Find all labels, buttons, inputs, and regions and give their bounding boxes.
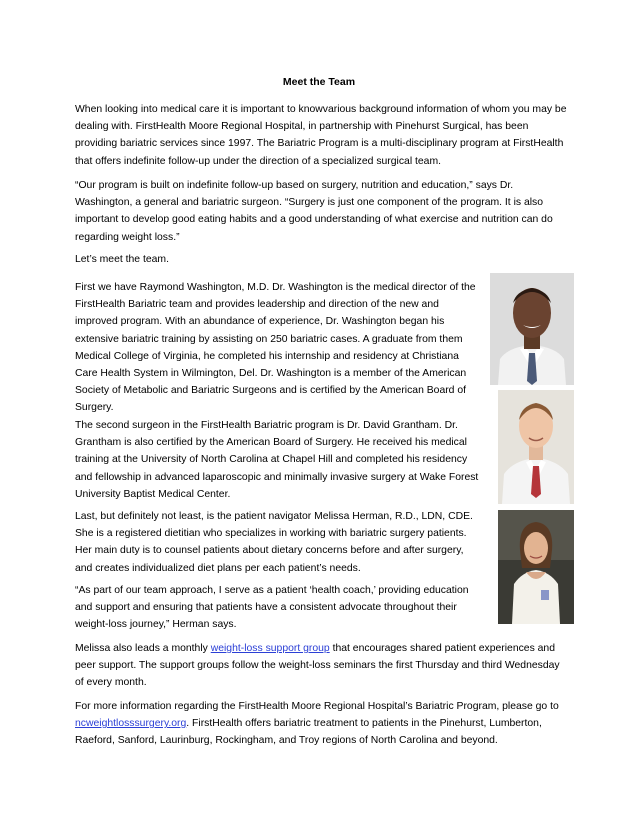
support-group-text-before: Melissa also leads a monthly [75, 643, 211, 654]
more-info-paragraph [75, 698, 567, 750]
herman-quote-paragraph: “As part of our team approach, I serve as a patient ‘health coach,’ providing education and support and ensuring that patients have a consistent advocate throughout their weight-loss journey,” Herman says. [75, 585, 469, 631]
washington-paragraph: First we have Raymond Washington, M.D. Dr. Washington is the medical director of the FirstHealth Bariatric team and provides leadership and direction of the new and improved program. With an abundance of experience, Dr. Washington began his extensive bariatric training by assisting on 250 bariatric cases. A graduate from them Medical College of Virginia, he completed his internship and residency at Christiana Care Health System in Wilmington, Del. Dr. Washington is a member of the American Society of Metabolic and Bariatric Surgeons and is certified by the American Board of Surgery. [75, 282, 476, 414]
washington-photo [490, 273, 574, 385]
page-title: Meet the Team [282, 76, 356, 88]
support-group-text-after: that encourages shared patient experiences and peer support. The support groups follow the weight-loss seminars the first Thursday and third Wednesday of every month. [75, 643, 560, 689]
meet-team-paragraph: Let’s meet the team. [75, 254, 169, 265]
herman-paragraph: Last, but definitely not least, is the patient navigator Melissa Herman, R.D., LDN, CDE. She is a registered dietitian who specializes in working with bariatric surgery patients. Her main duty is to counsel patients about dietary concerns before and after surgery, and creates individualized diet plans per each patient’s needs. [75, 511, 473, 574]
intro-paragraph: When looking into medical care it is important to knowvarious background information of whom you may be dealing with. FirstHealth Moore Regional Hospital, in partnership with Pinehurst Surgical, has been providing bariatric services since 1997. The Bariatric Program is a multi-disciplinary program at FirstHealth that offers indefinite follow-up under the direction of a specialized surgical team. [75, 104, 567, 167]
herman-photo [498, 510, 574, 624]
support-group-paragraph [75, 640, 567, 692]
support-group-link[interactable]: weight-loss support group [210, 643, 330, 654]
more-info-text-after: . FirstHealth offers bariatric treatment to patients in the Pinehurst, Lumberton, Raeford, Sanford, Laurinburg, Rockingham, and Troy regions of North Carolina and beyond. [75, 718, 542, 747]
grantham-photo [498, 390, 574, 504]
website-link[interactable]: ncweightlosssurgery.org [75, 718, 187, 730]
grantham-paragraph: The second surgeon in the FirstHealth Bariatric program is Dr. David Grantham. Dr. Grantham is also certified by the American Board of Surgery. He received his medical training at the University of North Carolina at Chapel Hill and completed his residency and fellowship in advanced laparoscopic and minimally invasive surgery at Wake Forest University Baptist Medical Center. [75, 420, 479, 500]
quote-paragraph: “Our program is built on indefinite follow-up based on surgery, nutrition and education,” says Dr. Washington, a general and bariatric surgeon. “Surgery is just one component of the program. It is also important to develop good eating habits and a good understanding of what exercise and nutrition can do regarding weight loss.” [75, 180, 553, 243]
more-info-text-before: For more information regarding the FirstHealth Moore Regional Hospital’s Bariatric Program, please go to [75, 701, 559, 712]
